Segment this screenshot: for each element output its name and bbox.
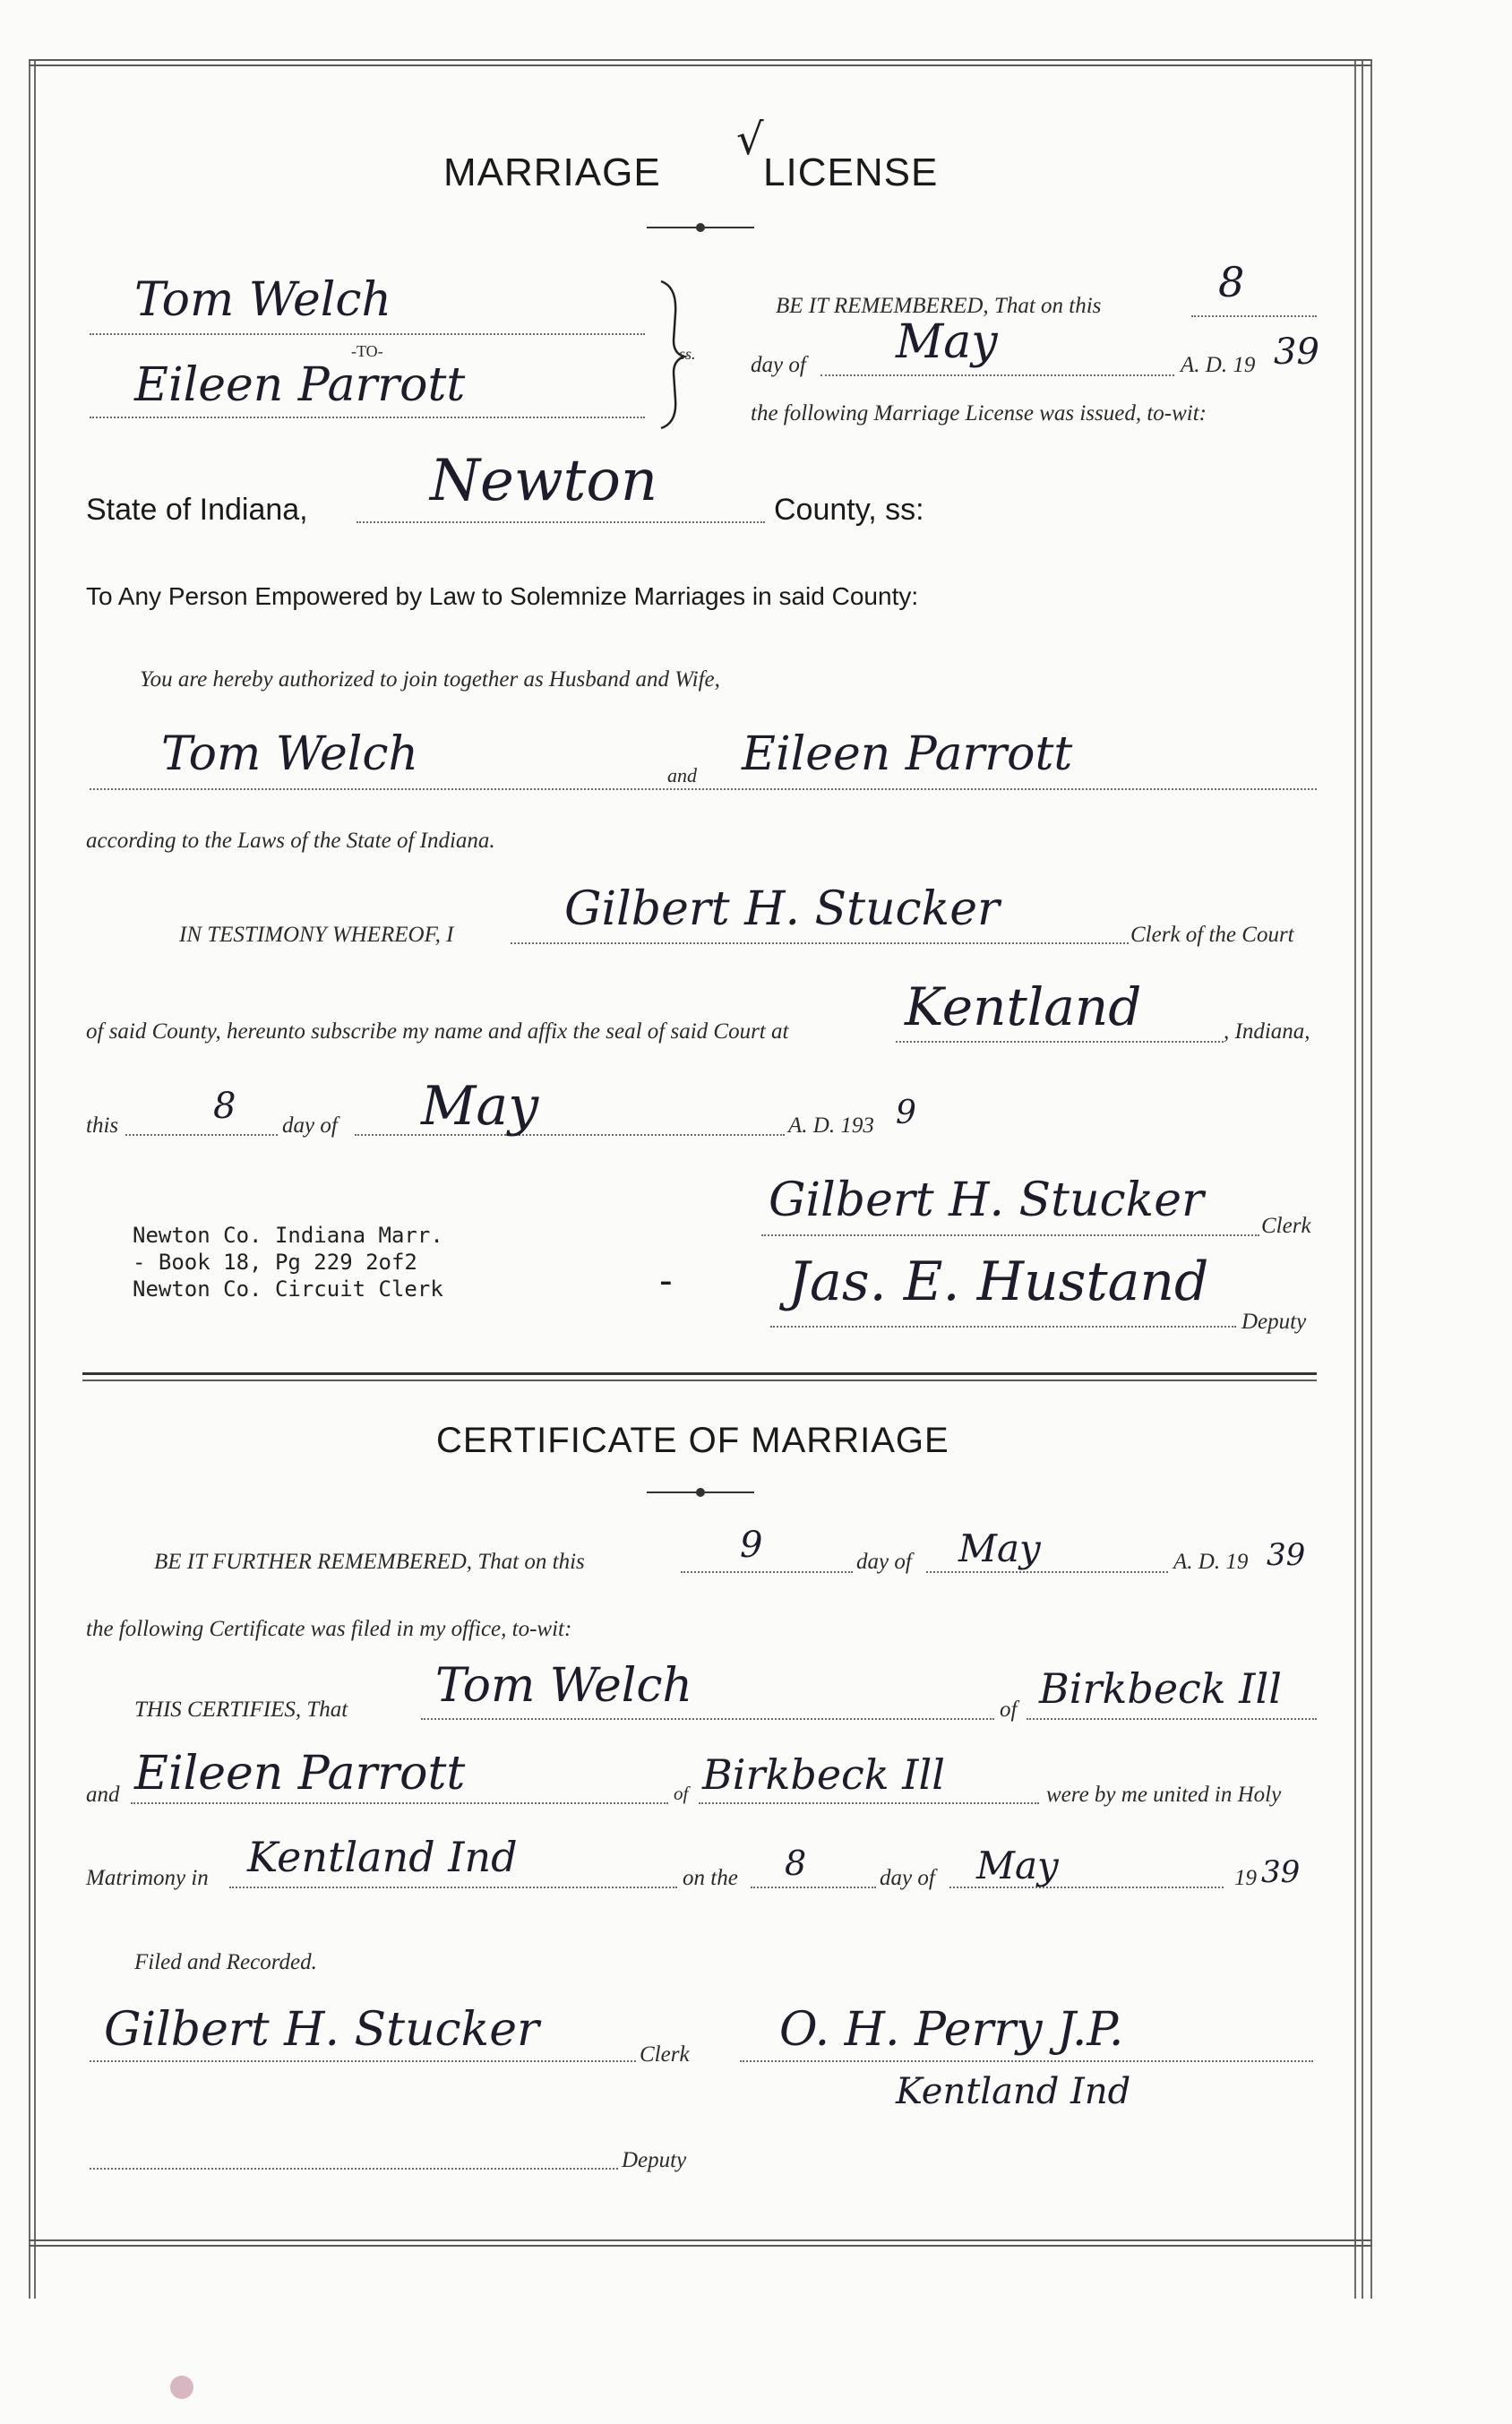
filed-text: the following Certificate was filed in my office, to-wit: — [86, 1617, 572, 1641]
clerk-name-handwritten: Gilbert H. Stucker — [564, 882, 1000, 936]
check-mark: √ — [736, 115, 764, 165]
cert-married-month: May — [976, 1844, 1059, 1887]
section-divider-2 — [82, 1380, 1317, 1381]
be-it-remembered: BE IT REMEMBERED, That on this — [776, 294, 1102, 318]
section-divider — [82, 1372, 1317, 1375]
cert-deputy-label: Deputy — [622, 2148, 687, 2172]
note-line-2: - Book 18, Pg 229 2of2 — [133, 1250, 417, 1275]
license-title-right: LICENSE — [763, 150, 939, 194]
laws-text: according to the Laws of the State of Indiana. — [86, 829, 495, 853]
deputy-signature: Jas. E. Hustand — [788, 1251, 1209, 1313]
note-line-1: Newton Co. Indiana Marr. — [133, 1223, 443, 1248]
officiant-signature: O. H. Perry J.P. — [779, 2003, 1124, 2057]
record-note — [133, 1222, 443, 1302]
cert-of-label: of — [1000, 1698, 1018, 1722]
cert-married-day: 8 — [785, 1844, 807, 1883]
top-border — [29, 59, 1372, 61]
dash-mark: - — [659, 1259, 673, 1302]
cert-and-label: and — [86, 1783, 120, 1807]
filed-recorded: Filed and Recorded. — [134, 1950, 317, 1974]
bottom-border — [29, 2239, 1372, 2241]
indiana-label: , Indiana, — [1224, 1019, 1310, 1044]
cert-clerk-signature: Gilbert H. Stucker — [104, 2003, 539, 2057]
this-label: this — [86, 1113, 119, 1138]
state-prefix: State of Indiana, — [86, 493, 308, 527]
top-border-inner — [29, 64, 1372, 66]
certifies-label: THIS CERTIFIES, That — [134, 1698, 348, 1722]
license-year-handwritten: 39 — [1274, 331, 1319, 373]
issued-text: the following Marriage License was issued, to-wit: — [751, 401, 1207, 425]
cert-year-handwritten: 39 — [1267, 1537, 1306, 1573]
county-suffix: County, ss: — [774, 493, 924, 527]
clerk-label: Clerk — [1261, 1214, 1311, 1238]
subscribe-text: of said County, hereunto subscribe my name and affix the seal of said Court at — [86, 1019, 789, 1044]
to-any-person: To Any Person Empowered by Law to Solemnize Marriages in said County: — [86, 582, 919, 610]
left-border-inner — [34, 59, 36, 2299]
ink-smudge — [170, 2376, 193, 2399]
testimony-label: IN TESTIMONY WHEREOF, I — [179, 923, 454, 947]
cert-clerk-label: Clerk — [640, 2042, 690, 2067]
cert-month-handwritten: May — [958, 1526, 1041, 1570]
title-ornament — [647, 219, 754, 236]
certificate-title: CERTIFICATE OF MARRIAGE — [436, 1421, 949, 1460]
party1-handwritten: Tom Welch — [134, 273, 392, 327]
cert-year-prefix: 19 — [1234, 1866, 1257, 1890]
right-border-inner — [1354, 59, 1356, 2299]
and-label: and — [667, 764, 697, 787]
ss-label: ss. — [679, 345, 696, 363]
further-text: BE IT FURTHER REMEMBERED, That on this — [154, 1550, 585, 1574]
cert-ad: A. D. 19 — [1173, 1550, 1249, 1574]
certificate-ornament — [647, 1483, 754, 1501]
clerk-of-court-label: Clerk of the Court — [1130, 923, 1294, 947]
ad2-label: A. D. 193 — [788, 1113, 874, 1138]
on-the-label: on the — [683, 1866, 738, 1890]
license-month2-handwritten: May — [421, 1075, 539, 1138]
license-month-handwritten: May — [896, 315, 998, 369]
bride-handwritten: Eileen Parrott — [742, 727, 1073, 781]
right-border-outer — [1370, 59, 1372, 2299]
day-of2-label: day of — [282, 1113, 338, 1138]
cert-bride-place: Birkbeck Ill — [702, 1750, 945, 1799]
matrimony-label: Matrimony in — [86, 1866, 209, 1890]
cert-groom-place: Birkbeck Ill — [1039, 1664, 1282, 1713]
authorized-text: You are hereby authorized to join together as Husband and Wife, — [140, 667, 720, 692]
ad-label: A. D. 19 — [1181, 353, 1256, 377]
cert-day-of2: day of — [880, 1866, 935, 1890]
united-text: were by me united in Holy — [1046, 1783, 1282, 1807]
bottom-border-inner — [29, 2245, 1372, 2247]
left-border-outer — [29, 59, 30, 2299]
license-year2-handwritten: 9 — [896, 1095, 916, 1131]
place-handwritten: Kentland — [905, 976, 1142, 1037]
cert-of2-label: of — [674, 1783, 689, 1804]
party2-handwritten: Eileen Parrott — [134, 358, 466, 412]
cert-married-place: Kentland Ind — [247, 1833, 518, 1881]
to-label: -TO- — [351, 342, 383, 360]
license-day-handwritten: 8 — [1218, 258, 1245, 306]
cert-day-handwritten: 9 — [740, 1525, 763, 1566]
cert-groom-handwritten: Tom Welch — [435, 1659, 693, 1713]
cert-day-of: day of — [856, 1550, 912, 1574]
license-day2-handwritten: 8 — [213, 1086, 236, 1127]
deputy-label: Deputy — [1241, 1310, 1307, 1334]
day-of-label: day of — [751, 353, 806, 377]
right-border-mid — [1362, 59, 1363, 2299]
cert-bride-handwritten: Eileen Parrott — [134, 1747, 466, 1801]
cert-year2-handwritten: 39 — [1261, 1854, 1301, 1890]
clerk-signature: Gilbert H. Stucker — [769, 1173, 1204, 1227]
license-title-left: MARRIAGE — [443, 150, 661, 194]
note-line-3: Newton Co. Circuit Clerk — [133, 1276, 443, 1302]
groom-handwritten: Tom Welch — [161, 727, 419, 781]
officiant-place: Kentland Ind — [896, 2071, 1131, 2112]
county-handwritten: Newton — [430, 448, 658, 514]
